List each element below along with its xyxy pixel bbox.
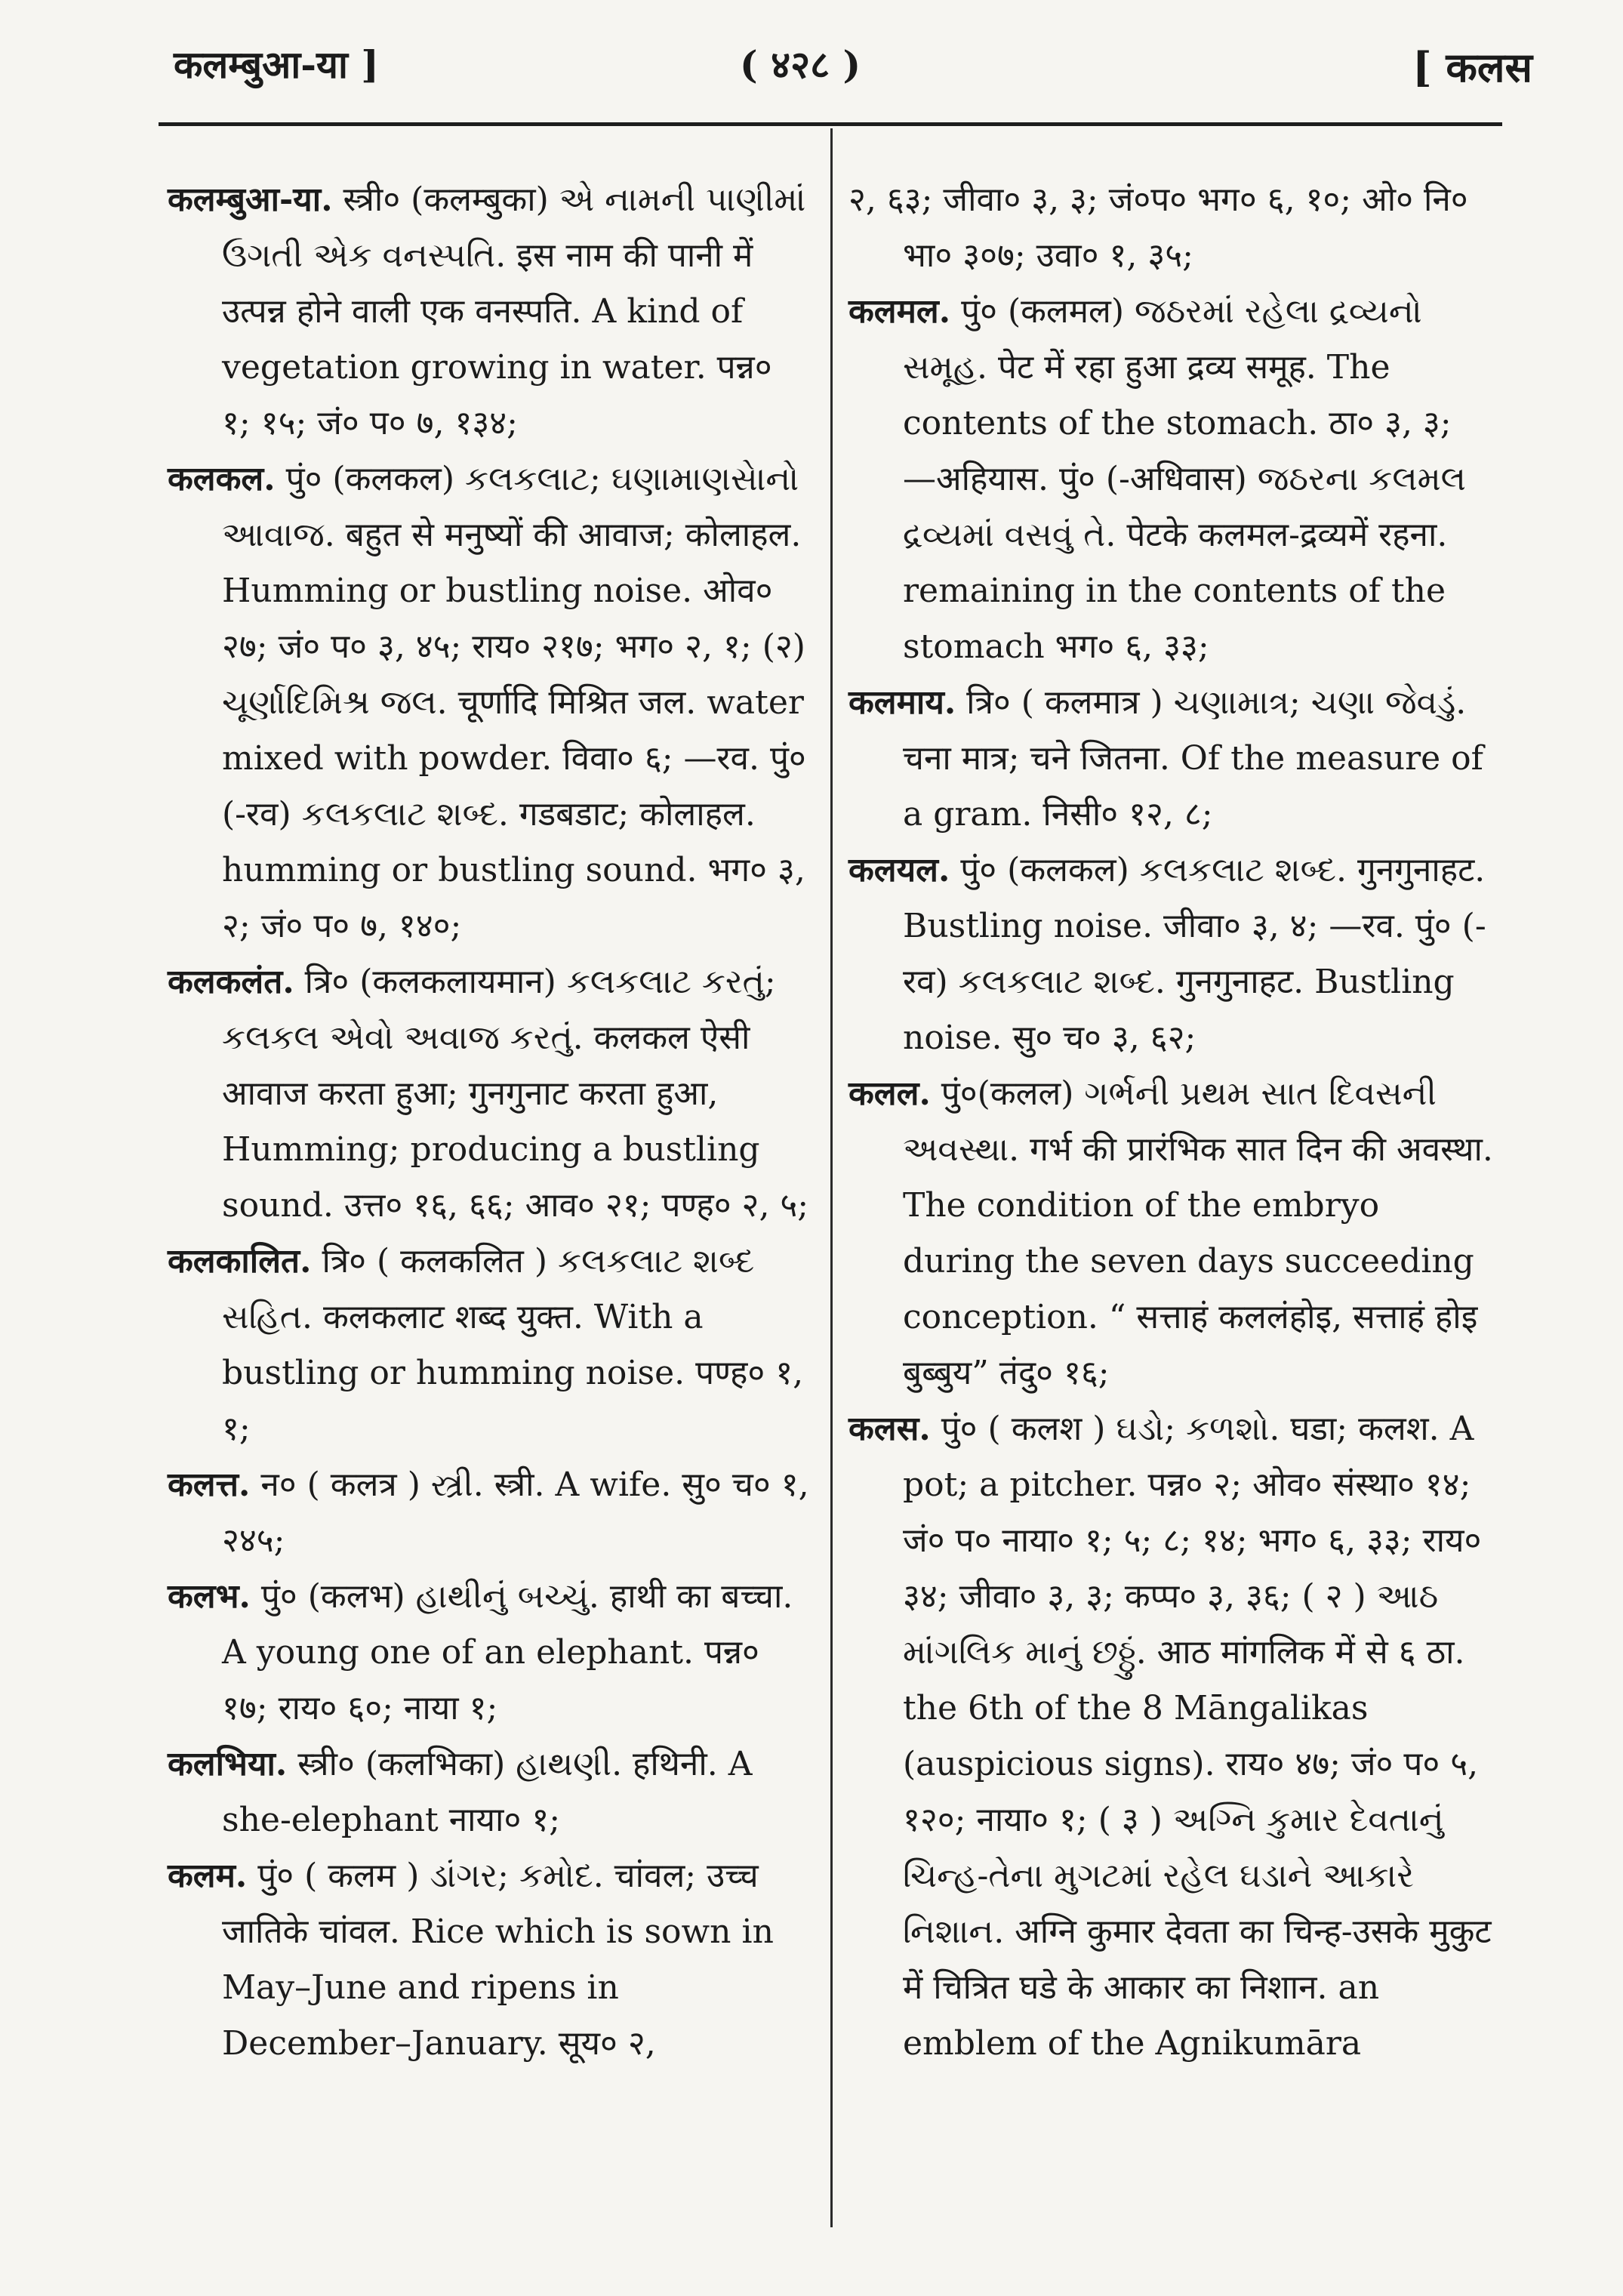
- page-header: [159, 23, 1532, 113]
- definition: त्रि० ( कलमात्र ) ચણામાત્ર; ચણા જેવડું. चना मात्र; चने जितना. Of the measure of a gram. निसी० १२, ८;: [903, 683, 1483, 834]
- definition: त्रि० (कलकलायमान) કલકલાટ કરતું; કલકલ એવો અવાજ કરતું. कलकल ऐसी आवाज करता हुआ; गुनगुनाट करता हुआ, Humming; producing a bustling sound. उत्त० १६, ६६; आव० २१; पण्ह० २, ५;: [222, 963, 809, 1225]
- dictionary-entry: [168, 1848, 809, 2072]
- header-right-guideword: [ कलस: [1412, 43, 1532, 91]
- dictionary-entry: [168, 1457, 809, 1569]
- headword: कलमल.: [848, 292, 951, 331]
- headword: कलस.: [848, 1410, 931, 1448]
- dictionary-entry: [168, 451, 809, 954]
- dictionary-entry: [848, 1401, 1495, 2072]
- definition: न० ( कलत्र ) સ્ત્રી. स्त्री. A wife. सु० च० १, २४५;: [222, 1465, 809, 1560]
- headword: कलमाय.: [848, 683, 956, 722]
- dictionary-entry: [168, 954, 809, 1234]
- definition: स्त्री० (कलम्बुका) એ નામની પાણીમાં ઉગતી એક વનસ્પતિ. इस नाम की पानी में उत्पन्न होने वाली एक वनस्पति. A kind of vegetation growing in water. पन्न० १; १५; जं० प० ७, १३४;: [222, 180, 806, 442]
- definition: २, ६३; जीवा० ३, ३; जं०प० भग० ६, १०; ओ० नि० भा० ३०७; उवा० १, ३५;: [848, 180, 1468, 275]
- headword: कलम.: [168, 1857, 248, 1895]
- headword: कलल.: [848, 1074, 931, 1113]
- definition: पुं० ( कलश ) ઘડો; કળશો. घडा; कलश. A pot; a pitcher. पन्न० २; ओव० संस्था० १४; जं० प० नाया० १; ५; ८; १४; भग० ६, ३३; राय० ३४; जीवा० ३, ३; कप्प० ३, ३६; ( २ ) આઠ માંગલિક માનું છઠ્ઠું. आठ मांगलिक में से ६ ठा. the 6th of the 8 Māngalikas (auspicious signs). राय० ४७; जं० प० ५, १२०; नाया० १; ( ३ ) અગ્નિ કુમાર દેવતાનું ચિન્હ-તેના મુગટમાં રહેલ ઘડાને આકારે નિશાન. अग्नि कुमार देवता का चिन्ह-उसके मुकुट में चित्रित घडे के आकार का निशान. an emblem of the Agnikumāra: [903, 1410, 1492, 2063]
- dictionary-entry: [168, 1234, 809, 1457]
- headword: कलम्बुआ-या.: [168, 180, 333, 219]
- definition: पुं०(कलल) ગર્ભની પ્રથમ સાત દિવસની અવસ્થા. गर्भ की प्रारंभिक सात दिन की अवस्था. The condition of the embryo during the seven days succeeding conception. “ सत्ताहं कललंहोइ, सत्ताहं होइ बुब्बुय” तंदु० १६;: [903, 1074, 1493, 1392]
- header-rule: [159, 122, 1502, 126]
- dictionary-entry: [848, 843, 1495, 1066]
- header-left-guideword: कलम्बुआ-या ]: [174, 42, 379, 87]
- headword: कलकालित.: [168, 1242, 312, 1281]
- dictionary-entry: [168, 172, 809, 451]
- dictionary-entry: [848, 675, 1495, 843]
- dictionary-entry-continued: [848, 172, 1495, 284]
- dictionary-entry: [848, 1066, 1495, 1401]
- dictionary-entry: [168, 1569, 809, 1737]
- definition: पुं० ( कलम ) ડાંગર; કમોદ. चांवल; उच्च जातिके चांवल. Rice which is sown in May–June and ripens in December–January. सूय० २,: [222, 1857, 774, 2063]
- headword: कलकलंत.: [168, 963, 294, 1001]
- definition: पुं० (कलकल) કલકલાટ; ઘણામાણસેાનો આવાજ. बहुत से मनुष्यों की आवाज; कोलाहल. Humming or bustling noise. ओव० २७; जं० प० ३, ४५; राय० २१७; भग० २, १; (२) ચૂર્ણાદિમિશ્ર જલ. चूर्णादि मिश्रित जल. water mixed with powder. विवा० ६; —रव. पुं० (-रव) કલકલાટ શબ્દ. गडबडाट; कोलाहल. humming or bustling sound. भग० ३, २; जं० प० ७, १४०;: [222, 460, 806, 945]
- definition: त्रि० ( कलकलित ) કલકલાટ શબ્દ સહિત. कलकलाट शब्द युक्त. With a bustling or humming noise. पण्ह० १, १;: [222, 1242, 804, 1448]
- definition: पुं० (कलकल) કલકલાટ શબ્દ. गुनगुनाहट. Bustling noise. जीवा० ३, ४; —रव. पुं० (-रव) કલકલાટ શબ્દ. गुनगुनाहट. Bustling noise. सु० च० ३, ६२;: [903, 851, 1486, 1057]
- left-column: [168, 172, 809, 2072]
- dictionary-entry: [168, 1737, 809, 1848]
- headword: कलभिया.: [168, 1745, 288, 1783]
- definition: स्त्री० (कलभिका) હાથણી. हथिनी. A she-elephant नाया० १;: [222, 1745, 753, 1839]
- right-column: [848, 172, 1495, 2072]
- headword: कलत्त.: [168, 1465, 251, 1504]
- headword: कलकल.: [168, 460, 276, 498]
- headword: कलयल.: [848, 851, 950, 889]
- definition: पुं० (कलमल) જઠરમાં રહેલા દ્રવ્યનો સમૂહ. पेट में रहा हुआ द्रव्य समूह. The contents of the stomach. ठा० ३, ३; —अहियास. पुं० (-अधिवास) જઠરના કલમલ દ્રવ્યમાં વસવું તે. पेटके कलमल-द्रव्यमें रहना. remaining in the contents of the stomach भग० ६, ३३;: [903, 292, 1466, 666]
- headword: कलभ.: [168, 1577, 251, 1616]
- column-divider: [830, 128, 833, 2227]
- dictionary-entry: [848, 284, 1495, 675]
- page-number: ( ४२८ ): [740, 42, 861, 87]
- definition: पुं० (कलभ) હાથીનું બચ્ચું. हाथी का बच्चा. A young one of an elephant. पन्न० १७; राय० ६०; नाया १;: [222, 1577, 793, 1727]
